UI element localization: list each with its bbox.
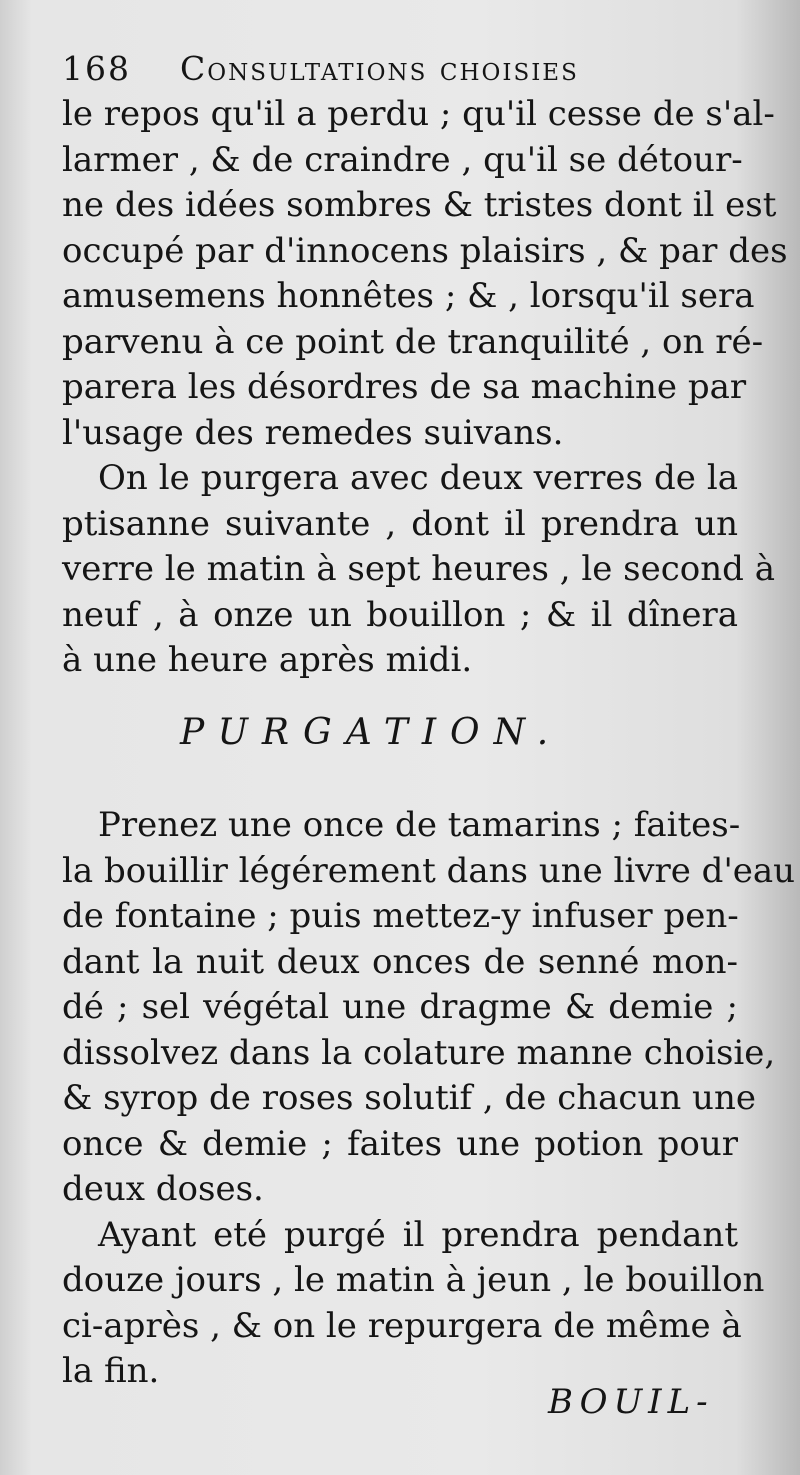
text-line: once & demie ; faites une potion pour: [62, 1123, 738, 1164]
text-line: Ayant eté purgé il prendra pendant: [98, 1214, 738, 1255]
text-line: ci-après , & on le repurgera de même à: [62, 1305, 742, 1346]
text-line: deux doses.: [62, 1169, 264, 1209]
text-line: douze jours , le matin à jeun , le bouillon: [62, 1260, 765, 1300]
text-line: dé ; sel végétal une dragme & demie ;: [62, 987, 738, 1027]
text-line: ptisanne suivante , dont il prendra un: [62, 503, 738, 544]
text-line: parvenu à ce point de tranquilité , on ré-: [62, 321, 764, 362]
text-line: & syrop de roses solutif , de chacun une: [62, 1078, 756, 1118]
text-line: occupé par d'innocens plaisirs , & par des: [62, 230, 788, 271]
catchword: BOUIL-: [548, 1382, 714, 1422]
text-line: dant la nuit deux onces de senné mon-: [62, 941, 738, 982]
text-line: à une heure après midi.: [62, 640, 473, 680]
section-heading: PURGATION.: [180, 712, 563, 753]
text-line: verre le matin à sept heures , le second à: [62, 549, 775, 589]
text-line: Prenez une once de tamarins ; faites-: [98, 805, 741, 845]
page-number: 168: [62, 49, 131, 88]
text-line: On le purgera avec deux verres de la: [98, 458, 738, 498]
text-block-bottom: [62, 803, 796, 1395]
text-line: de fontaine ; puis mettez-y infuser pen-: [62, 896, 739, 936]
running-title: Consultations choisies: [180, 49, 579, 88]
text-line: ne des idées sombres & tristes dont il est: [62, 185, 777, 225]
text-line: amusemens honnêtes ; & , lorsqu'il sera: [62, 276, 755, 316]
text-line: larmer , & de craindre , qu'il se détour-: [62, 139, 743, 180]
text-line: neuf , à onze un bouillon ; & il dînera: [62, 594, 738, 635]
text-line: la fin.: [62, 1351, 160, 1391]
text-line: parera les désordres de sa machine par: [62, 367, 747, 407]
running-head: [62, 48, 752, 90]
text-line: l'usage des remedes suivans.: [62, 412, 564, 453]
text-line: dissolvez dans la colature manne choisie,: [62, 1032, 776, 1073]
text-line: la bouillir légérement dans une livre d'eau: [62, 850, 796, 891]
text-block-top: [62, 92, 788, 684]
text-line: le repos qu'il a perdu ; qu'il cesse de s'al-: [62, 94, 775, 134]
